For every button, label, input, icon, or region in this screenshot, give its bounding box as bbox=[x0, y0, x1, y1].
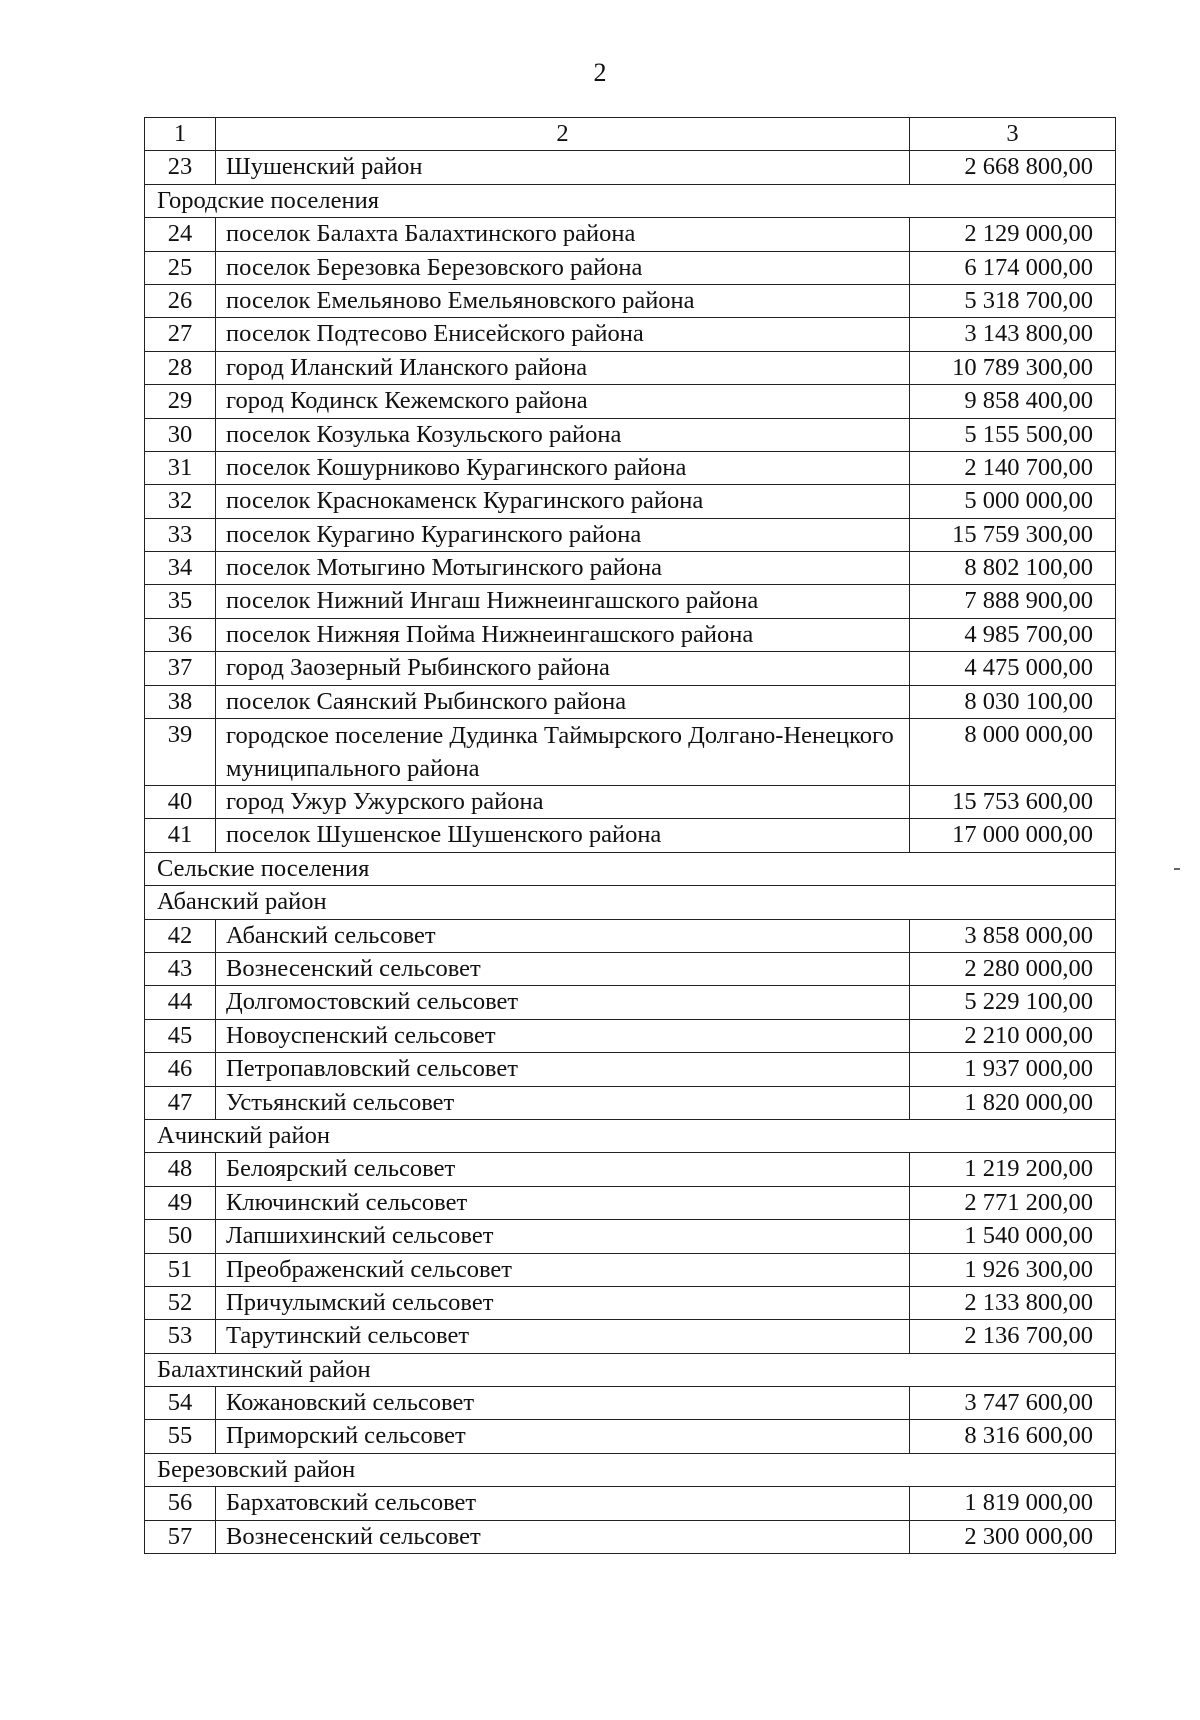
table-row bbox=[145, 1387, 1116, 1420]
municipality-name: Ключинский сельсовет bbox=[216, 1186, 910, 1219]
table-row bbox=[145, 618, 1116, 651]
municipality-name: Вознесенский сельсовет bbox=[216, 1520, 910, 1553]
row-number: 30 bbox=[145, 418, 216, 451]
row-number: 47 bbox=[145, 1086, 216, 1119]
row-number: 48 bbox=[145, 1153, 216, 1186]
row-number: 38 bbox=[145, 685, 216, 718]
amount: 2 668 800,00 bbox=[910, 151, 1116, 184]
header-col-1: 1 bbox=[145, 118, 216, 151]
amount: 3 143 800,00 bbox=[910, 318, 1116, 351]
section-title: Березовский район bbox=[145, 1453, 1116, 1486]
row-number: 45 bbox=[145, 1019, 216, 1052]
row-number: 36 bbox=[145, 618, 216, 651]
amount: 1 540 000,00 bbox=[910, 1220, 1116, 1253]
section-header-row bbox=[145, 1353, 1116, 1386]
municipality-name: Причулымский сельсовет bbox=[216, 1286, 910, 1319]
municipality-name: поселок Нижний Ингаш Нижнеингашского района bbox=[216, 585, 910, 618]
table-row bbox=[145, 1253, 1116, 1286]
row-number: 39 bbox=[145, 719, 216, 786]
row-number: 41 bbox=[145, 819, 216, 852]
section-title: Ачинский район bbox=[145, 1119, 1116, 1152]
municipality-name: поселок Кошурниково Курагинского района bbox=[216, 451, 910, 484]
table-row bbox=[145, 284, 1116, 317]
municipality-name: поселок Саянский Рыбинского района bbox=[216, 685, 910, 718]
row-number: 26 bbox=[145, 284, 216, 317]
row-number: 44 bbox=[145, 986, 216, 1019]
table-row bbox=[145, 919, 1116, 952]
table-body bbox=[145, 118, 1116, 1554]
municipality-name: поселок Краснокаменск Курагинского района bbox=[216, 485, 910, 518]
municipality-name: город Заозерный Рыбинского района bbox=[216, 652, 910, 685]
municipality-name: поселок Емельяново Емельяновского района bbox=[216, 284, 910, 317]
table-row bbox=[145, 986, 1116, 1019]
row-number: 32 bbox=[145, 485, 216, 518]
amount: 5 000 000,00 bbox=[910, 485, 1116, 518]
table-row bbox=[145, 1053, 1116, 1086]
scan-mark bbox=[1174, 868, 1180, 870]
table-row bbox=[145, 1220, 1116, 1253]
allocation-table bbox=[144, 117, 1116, 1554]
table-row bbox=[145, 652, 1116, 685]
amount: 2 129 000,00 bbox=[910, 218, 1116, 251]
amount: 8 802 100,00 bbox=[910, 552, 1116, 585]
table-row bbox=[145, 318, 1116, 351]
row-number: 54 bbox=[145, 1387, 216, 1420]
amount: 1 937 000,00 bbox=[910, 1053, 1116, 1086]
amount: 8 030 100,00 bbox=[910, 685, 1116, 718]
row-number: 40 bbox=[145, 786, 216, 819]
page-number: 2 bbox=[593, 58, 607, 87]
row-number: 31 bbox=[145, 451, 216, 484]
municipality-name: Бархатовский сельсовет bbox=[216, 1487, 910, 1520]
table-row bbox=[145, 1520, 1116, 1553]
amount: 3 747 600,00 bbox=[910, 1387, 1116, 1420]
amount: 1 219 200,00 bbox=[910, 1153, 1116, 1186]
municipality-name: поселок Нижняя Пойма Нижнеингашского района bbox=[216, 618, 910, 651]
table-row bbox=[145, 1420, 1116, 1453]
row-number: 42 bbox=[145, 919, 216, 952]
municipality-name: городское поселение Дудинка Таймырского Долгано-Ненецкого муниципального района bbox=[216, 719, 910, 786]
table-row bbox=[145, 819, 1116, 852]
row-number: 57 bbox=[145, 1520, 216, 1553]
amount: 7 888 900,00 bbox=[910, 585, 1116, 618]
table-row bbox=[145, 251, 1116, 284]
row-number: 25 bbox=[145, 251, 216, 284]
row-number: 53 bbox=[145, 1320, 216, 1353]
row-number: 51 bbox=[145, 1253, 216, 1286]
amount: 5 155 500,00 bbox=[910, 418, 1116, 451]
amount: 2 771 200,00 bbox=[910, 1186, 1116, 1219]
amount: 4 985 700,00 bbox=[910, 618, 1116, 651]
row-number: 33 bbox=[145, 518, 216, 551]
municipality-name: Новоуспенский сельсовет bbox=[216, 1019, 910, 1052]
header-col-3: 3 bbox=[910, 118, 1116, 151]
amount: 15 753 600,00 bbox=[910, 786, 1116, 819]
amount: 1 819 000,00 bbox=[910, 1487, 1116, 1520]
row-number: 55 bbox=[145, 1420, 216, 1453]
section-header-row bbox=[145, 184, 1116, 217]
table-row bbox=[145, 1019, 1116, 1052]
amount: 5 229 100,00 bbox=[910, 986, 1116, 1019]
municipality-name: Вознесенский сельсовет bbox=[216, 952, 910, 985]
table-row bbox=[145, 552, 1116, 585]
table-row bbox=[145, 1487, 1116, 1520]
table-row bbox=[145, 952, 1116, 985]
municipality-name: Абанский сельсовет bbox=[216, 919, 910, 952]
table-row bbox=[145, 218, 1116, 251]
municipality-name: город Иланский Иланского района bbox=[216, 351, 910, 384]
row-number: 28 bbox=[145, 351, 216, 384]
municipality-name: Преображенский сельсовет bbox=[216, 1253, 910, 1286]
table-row bbox=[145, 418, 1116, 451]
amount: 3 858 000,00 bbox=[910, 919, 1116, 952]
table-header-row bbox=[145, 118, 1116, 151]
table-row bbox=[145, 385, 1116, 418]
table-row bbox=[145, 518, 1116, 551]
amount: 2 136 700,00 bbox=[910, 1320, 1116, 1353]
amount: 4 475 000,00 bbox=[910, 652, 1116, 685]
row-number: 43 bbox=[145, 952, 216, 985]
amount: 8 316 600,00 bbox=[910, 1420, 1116, 1453]
section-title: Балахтинский район bbox=[145, 1353, 1116, 1386]
section-title: Абанский район bbox=[145, 886, 1116, 919]
row-number: 24 bbox=[145, 218, 216, 251]
amount: 2 280 000,00 bbox=[910, 952, 1116, 985]
table-row bbox=[145, 451, 1116, 484]
amount: 5 318 700,00 bbox=[910, 284, 1116, 317]
row-number: 50 bbox=[145, 1220, 216, 1253]
amount: 2 140 700,00 bbox=[910, 451, 1116, 484]
table-row bbox=[145, 786, 1116, 819]
amount: 9 858 400,00 bbox=[910, 385, 1116, 418]
municipality-name: Долгомостовский сельсовет bbox=[216, 986, 910, 1019]
table-row bbox=[145, 585, 1116, 618]
row-number: 23 bbox=[145, 151, 216, 184]
amount: 1 926 300,00 bbox=[910, 1253, 1116, 1286]
table-row bbox=[145, 485, 1116, 518]
municipality-name: поселок Березовка Березовского района bbox=[216, 251, 910, 284]
municipality-name: Шушенский район bbox=[216, 151, 910, 184]
amount: 2 133 800,00 bbox=[910, 1286, 1116, 1319]
row-number: 37 bbox=[145, 652, 216, 685]
amount: 6 174 000,00 bbox=[910, 251, 1116, 284]
section-title: Сельские поселения bbox=[145, 852, 1116, 885]
row-number: 56 bbox=[145, 1487, 216, 1520]
table-row bbox=[145, 1153, 1116, 1186]
municipality-name: Приморский сельсовет bbox=[216, 1420, 910, 1453]
municipality-name: город Ужур Ужурского района bbox=[216, 786, 910, 819]
amount: 15 759 300,00 bbox=[910, 518, 1116, 551]
municipality-name: Кожановский сельсовет bbox=[216, 1387, 910, 1420]
municipality-name: Белоярский сельсовет bbox=[216, 1153, 910, 1186]
municipality-name: Лапшихинский сельсовет bbox=[216, 1220, 910, 1253]
section-header-row bbox=[145, 852, 1116, 885]
table-row bbox=[145, 351, 1116, 384]
municipality-name: поселок Козулька Козульского района bbox=[216, 418, 910, 451]
amount: 17 000 000,00 bbox=[910, 819, 1116, 852]
municipality-name: поселок Курагино Курагинского района bbox=[216, 518, 910, 551]
header-col-2: 2 bbox=[216, 118, 910, 151]
table-row bbox=[145, 719, 1116, 786]
section-header-row bbox=[145, 1119, 1116, 1152]
amount: 2 210 000,00 bbox=[910, 1019, 1116, 1052]
table-row bbox=[145, 1186, 1116, 1219]
section-header-row bbox=[145, 886, 1116, 919]
municipality-name: поселок Шушенское Шушенского района bbox=[216, 819, 910, 852]
amount: 10 789 300,00 bbox=[910, 351, 1116, 384]
row-number: 27 bbox=[145, 318, 216, 351]
table-row bbox=[145, 1320, 1116, 1353]
municipality-name: поселок Балахта Балахтинского района bbox=[216, 218, 910, 251]
row-number: 46 bbox=[145, 1053, 216, 1086]
row-number: 52 bbox=[145, 1286, 216, 1319]
table-row bbox=[145, 1286, 1116, 1319]
table-row bbox=[145, 151, 1116, 184]
row-number: 29 bbox=[145, 385, 216, 418]
municipality-name: город Кодинск Кежемского района bbox=[216, 385, 910, 418]
row-number: 49 bbox=[145, 1186, 216, 1219]
amount: 8 000 000,00 bbox=[910, 719, 1116, 786]
amount: 2 300 000,00 bbox=[910, 1520, 1116, 1553]
municipality-name: Петропавловский сельсовет bbox=[216, 1053, 910, 1086]
municipality-name: поселок Мотыгино Мотыгинского района bbox=[216, 552, 910, 585]
municipality-name: поселок Подтесово Енисейского района bbox=[216, 318, 910, 351]
municipality-name: Тарутинский сельсовет bbox=[216, 1320, 910, 1353]
amount: 1 820 000,00 bbox=[910, 1086, 1116, 1119]
table-row bbox=[145, 685, 1116, 718]
section-header-row bbox=[145, 1453, 1116, 1486]
row-number: 34 bbox=[145, 552, 216, 585]
section-title: Городские поселения bbox=[145, 184, 1116, 217]
table-row bbox=[145, 1086, 1116, 1119]
row-number: 35 bbox=[145, 585, 216, 618]
municipality-name: Устьянский сельсовет bbox=[216, 1086, 910, 1119]
